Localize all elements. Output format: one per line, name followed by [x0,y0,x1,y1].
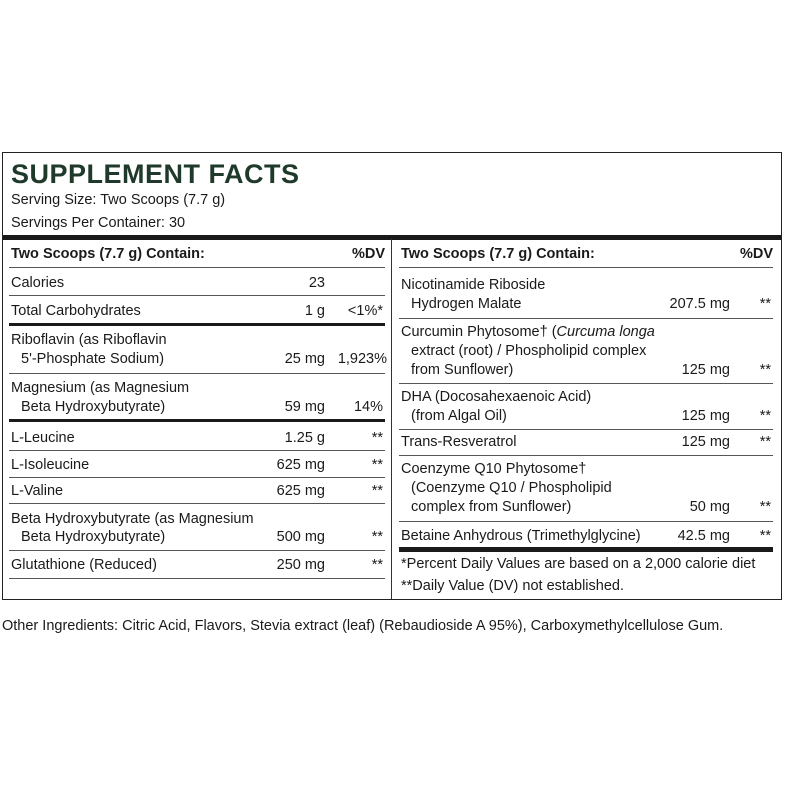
left-header-contain: Two Scoops (7.7 g) Contain: [11,246,205,262]
rule [399,455,773,456]
nutrient-name: Coenzyme Q10 Phytosome† [401,461,587,477]
nutrient-dv: <1%* [347,303,383,319]
nutrient-name: Riboflavin (as Riboflavin [11,332,167,348]
nutrient-name: DHA (Docosahexaenoic Acid) [401,389,592,405]
nutrient-amount: 25 mg [284,351,325,367]
nutrient-name: Glutathione (Reduced) [11,557,157,573]
nutrient-name: Beta Hydroxybutyrate (as Magnesium [11,511,254,527]
nutrient-amount: 125 mg [681,408,730,424]
nutrient-name-cont: Beta Hydroxybutyrate) [21,529,166,545]
footnote-percent-dv: *Percent Daily Values are based on a 2,000 calorie diet [401,556,756,572]
nutrient-amount: 59 mg [284,399,325,415]
nutrient-dv: ** [759,296,771,312]
other-ingredients: Other Ingredients: Citric Acid, Flavors, Stevia extract (leaf) (Rebaudioside A 95%), Carboxymethylcellulose Gum. [2,618,724,634]
column-divider [391,239,392,599]
nutrient-name-cont: (from Algal Oil) [411,408,507,424]
footnote-daily-value: **Daily Value (DV) not established. [401,578,624,594]
nutrient-dv: 1,923% [337,351,387,367]
nutrient-name: Curcumin Phytosome† (Curcuma longa [401,324,655,340]
rule [9,267,385,268]
right-header-contain: Two Scoops (7.7 g) Contain: [401,246,595,262]
nutrient-name: Betaine Anhydrous (Trimethylglycine) [401,528,641,544]
nutrient-name-cont: extract (root) / Phospholipid complex [411,343,647,359]
rule [9,578,385,579]
nutrient-amount: 500 mg [276,529,325,545]
serving-size: Serving Size: Two Scoops (7.7 g) [11,192,226,208]
nutrient-dv: ** [759,528,771,544]
nutrient-amount: 207.5 mg [669,296,730,312]
nutrient-dv: ** [371,557,383,573]
nutrient-amount: 625 mg [276,457,325,473]
nutrient-amount: 125 mg [681,434,730,450]
nutrient-name: L-Isoleucine [11,457,90,473]
nutrient-amount: 250 mg [276,557,325,573]
nutrient-name: L-Valine [11,483,64,499]
nutrient-name: Trans-Resveratrol [401,434,517,450]
right-header-dv: %DV [739,246,773,262]
nutrient-name: Magnesium (as Magnesium [11,380,190,396]
servings-per-container: Servings Per Container: 30 [11,215,186,231]
left-header-dv: %DV [351,246,385,262]
footnote-heavy-rule [399,547,773,552]
nutrient-dv: ** [759,499,771,515]
nutrient-dv: ** [371,483,383,499]
nutrient-name-cont: Beta Hydroxybutyrate) [21,399,166,415]
nutrient-name-cont: 5'-Phosphate Sodium) [21,351,165,367]
nutrient-amount: 1.25 g [284,430,325,446]
nutrient-dv: ** [759,434,771,450]
nutrient-dv: ** [371,529,383,545]
nutrient-amount: 125 mg [681,362,730,378]
nutrient-name-cont: complex from Sunflower) [411,499,572,515]
rule [9,503,385,504]
rule [9,450,385,451]
left-column [9,239,385,599]
rule [9,323,385,326]
nutrient-amount: 1 g [304,303,325,319]
rule [9,477,385,478]
rule [9,550,385,551]
right-column [399,239,773,599]
nutrient-dv: 14% [353,399,383,415]
rule [399,383,773,384]
nutrient-name-cont: from Sunflower) [411,362,514,378]
rule [399,521,773,522]
rule [399,318,773,319]
rule [399,429,773,430]
nutrient-dv: ** [371,457,383,473]
nutrient-dv: ** [371,430,383,446]
nutrient-amount: 42.5 mg [677,528,730,544]
nutrient-name: Calories [11,275,65,291]
nutrient-amount: 625 mg [276,483,325,499]
nutrient-name-cont: (Coenzyme Q10 / Phospholipid [411,480,612,496]
panel-title: SUPPLEMENT FACTS [11,159,300,189]
rule [9,295,385,296]
nutrient-name: Nicotinamide Riboside [401,277,546,293]
rule [9,373,385,374]
nutrient-amount: 50 mg [689,499,730,515]
nutrient-name: L-Leucine [11,430,75,446]
nutrient-dv: ** [759,408,771,424]
rule [399,267,773,268]
supplement-facts-panel [2,152,782,600]
nutrient-dv: ** [759,362,771,378]
nutrient-name-cont: Hydrogen Malate [411,296,522,312]
nutrient-amount: 23 [308,275,325,291]
rule [9,419,385,422]
nutrient-name: Total Carbohydrates [11,303,141,319]
